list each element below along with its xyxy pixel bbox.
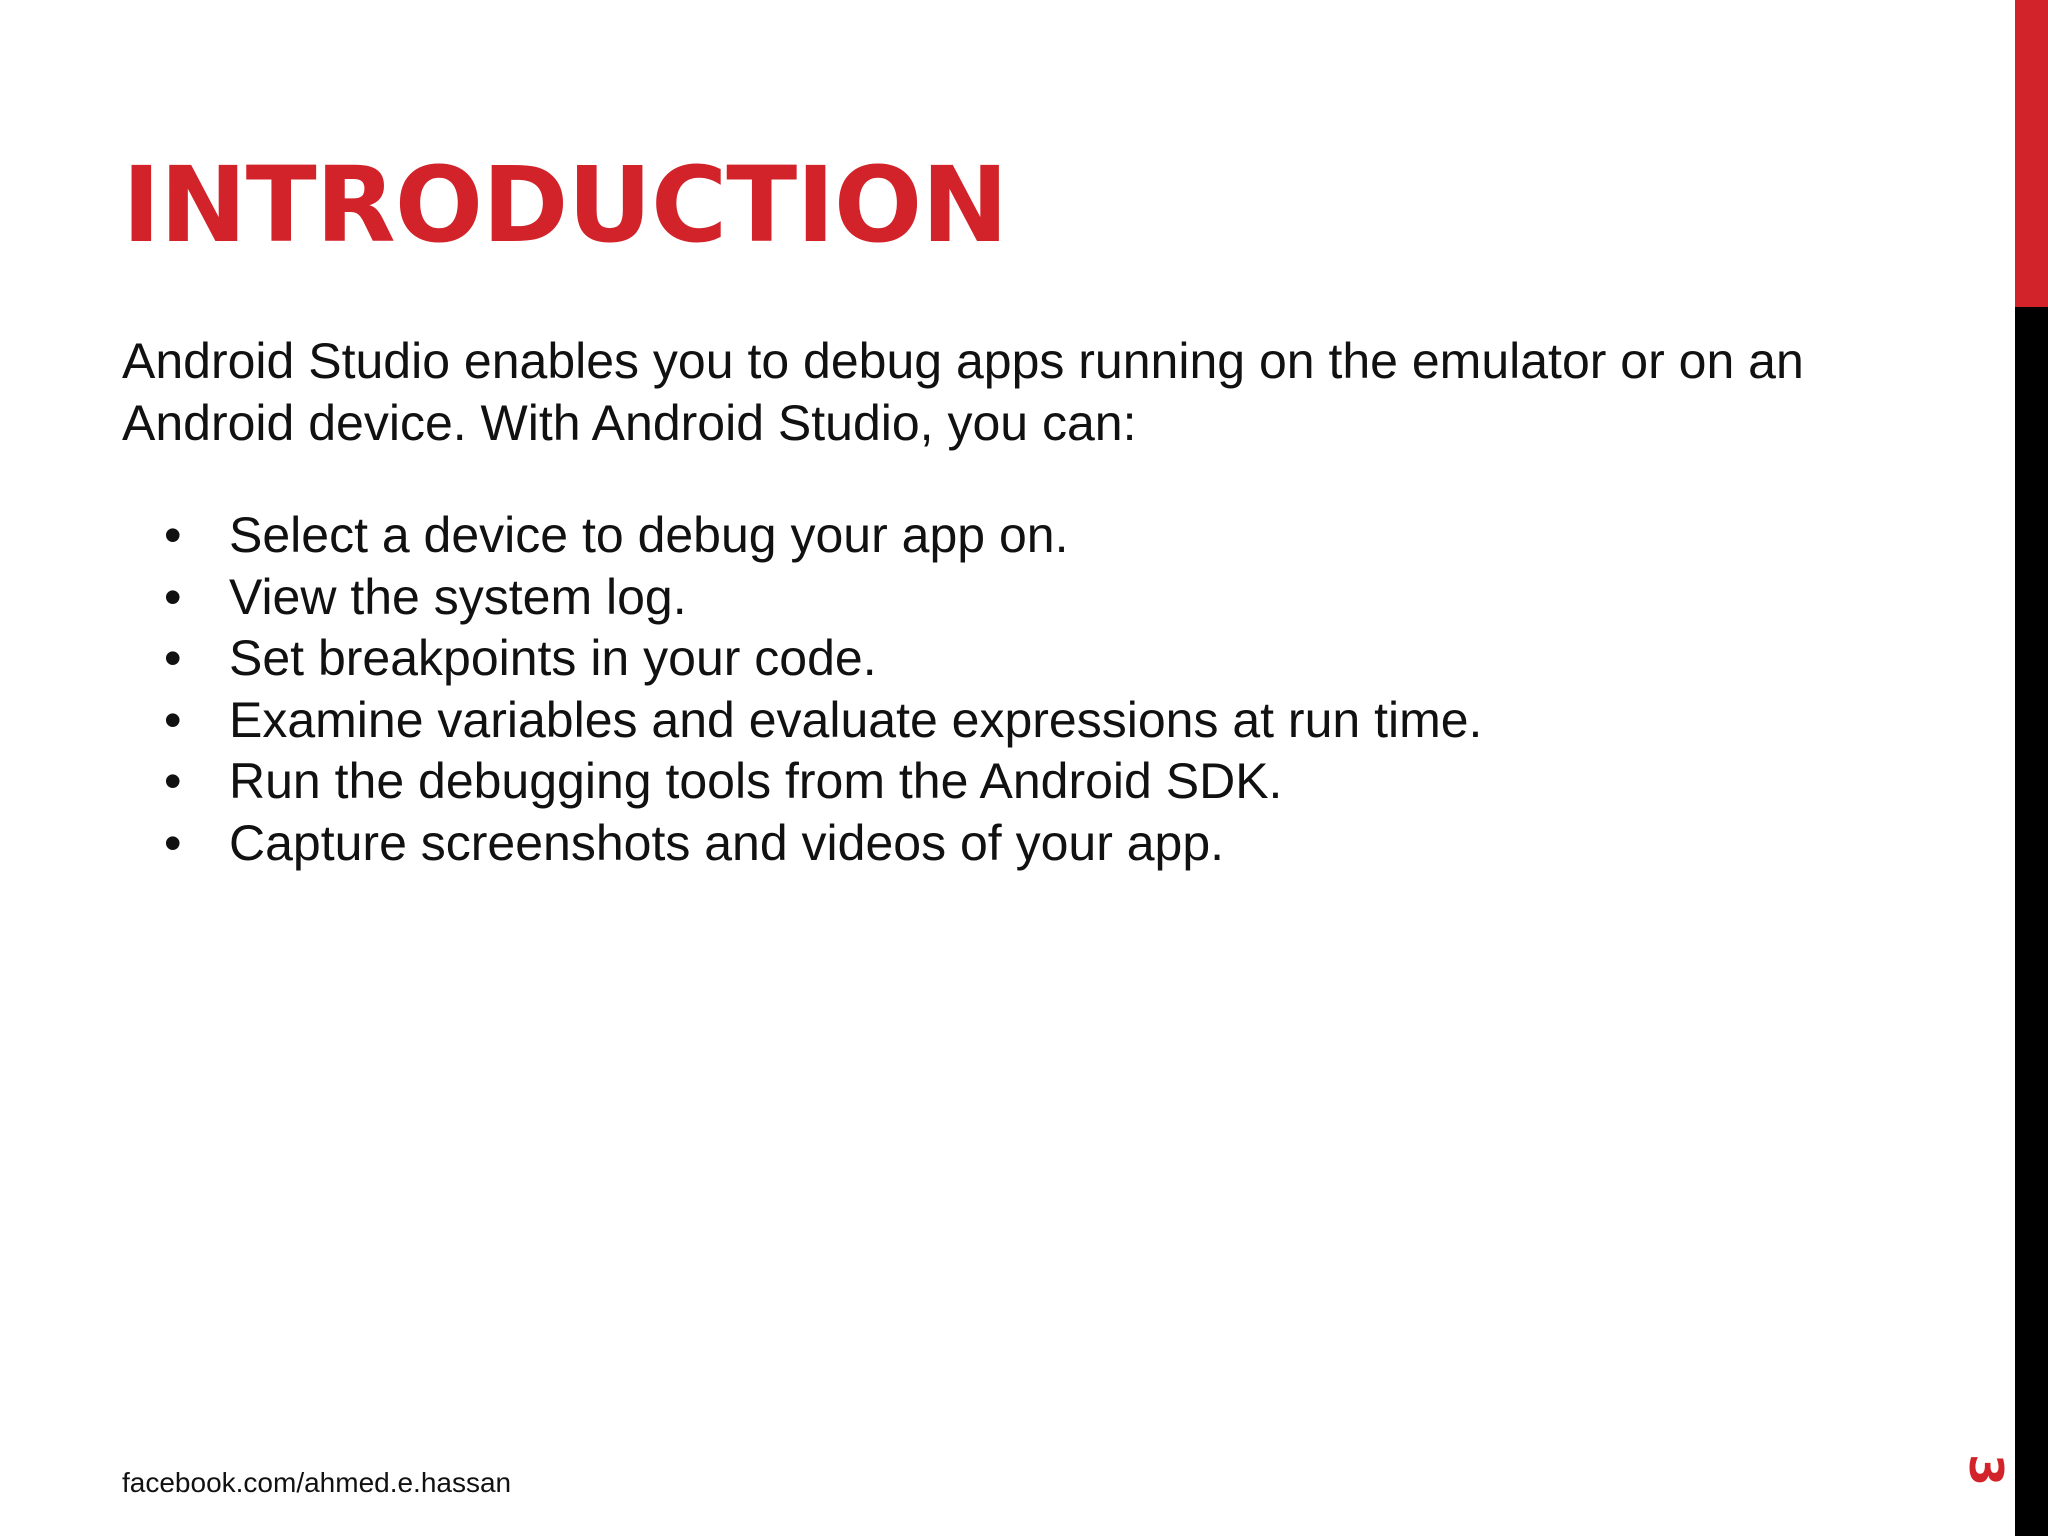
bullet-item: [122, 751, 1482, 813]
bullet-text: View the system log.: [229, 568, 687, 625]
bullet-text: Run the debugging tools from the Android SDK.: [229, 753, 1283, 809]
bullet-icon: •: [164, 568, 182, 625]
bullet-item: [122, 690, 1482, 752]
side-bar-accent: [2015, 0, 2048, 307]
page-number: 3: [1959, 1453, 2013, 1486]
bullet-icon: •: [164, 753, 182, 809]
intro-paragraph: Android Studio enables you to debug apps running on the emulator or on an Android device. With Android Studio, you can:: [122, 333, 1804, 451]
bullet-icon: •: [164, 507, 182, 563]
slide-title: INTRODUCTION: [122, 144, 1008, 266]
bullet-item: [122, 628, 1482, 690]
bullet-text: Select a device to debug your app on.: [229, 507, 1069, 563]
bullet-text: Capture screenshots and videos of your app.: [229, 814, 1225, 871]
bullet-icon: •: [164, 814, 182, 871]
bullet-text: Examine variables and evaluate expressions at run time.: [229, 691, 1483, 748]
bullet-text: Set breakpoints in your code.: [229, 630, 877, 686]
bullet-icon: •: [164, 691, 182, 748]
bullet-item: [122, 813, 1482, 875]
bullet-list: [122, 505, 1482, 874]
footer-link[interactable]: facebook.com/ahmed.e.hassan: [122, 1467, 512, 1498]
bullet-item: [122, 567, 1482, 629]
bullet-icon: •: [164, 630, 182, 686]
bullet-item: [122, 505, 1482, 567]
side-bar: [2015, 0, 2048, 1536]
